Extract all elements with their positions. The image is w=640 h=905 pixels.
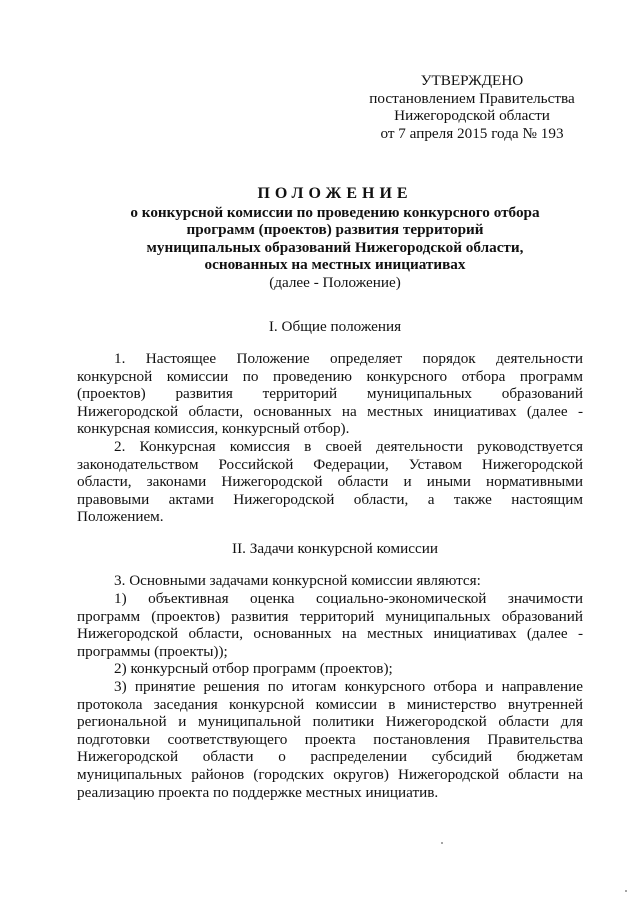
section-heading-1: I. Общие положения: [268, 318, 402, 335]
paragraph-1: [77, 350, 583, 438]
title-note: (далее - Положение): [269, 273, 401, 291]
text-line: 1. Настоящее Положение определяет порядок деятельности: [114, 350, 583, 367]
text-line: (проектов) развития территорий муниципальных образований: [77, 385, 583, 403]
text-line: конкурсная комиссия, конкурсный отбор).: [77, 420, 350, 438]
text-line: подготовки соответствующего проекта постановления Правительства: [77, 730, 583, 748]
text-line: реализацию проекта по поддержке местных инициатив.: [77, 783, 439, 801]
text-line: законодательством Российской Федерации, Уставом Нижегородской: [77, 455, 583, 473]
approval-line: от 7 апреля 2015 года № 193: [380, 124, 564, 142]
title-main: ПОЛОЖЕНИЕ: [257, 185, 413, 202]
approval-line: постановлением Правительства: [369, 89, 575, 107]
approval-line: Нижегородской области: [394, 107, 550, 125]
scan-speck: [441, 842, 443, 844]
text-line: муниципальных районов (городских округов) Нижегородской области на: [77, 765, 583, 783]
text-line: 1) объективная оценка социально-экономической значимости: [114, 590, 583, 607]
title-line: о конкурсной комиссии по проведению конкурсного отбора: [130, 203, 540, 221]
title-line: основанных на местных инициативах: [204, 256, 466, 274]
text-line: Положением.: [77, 508, 164, 526]
text-line: протокола заседания конкурсной комиссии в министерство внутренней: [77, 695, 583, 713]
text-line: Нижегородской области о распределении субсидий бюджетам: [77, 748, 583, 766]
text-line: Нижегородской области, основанных на местных инициативах (далее -: [77, 402, 583, 420]
list-item-2: [77, 660, 583, 678]
text-line: Нижегородской области, основанных на местных инициативах (далее -: [77, 625, 583, 643]
text-line: 2) конкурсный отбор программ (проектов);: [114, 660, 393, 677]
title-line: муниципальных образований Нижегородской области,: [146, 238, 524, 256]
list-item-3: [77, 678, 583, 801]
text-line: 3) принятие решения по итогам конкурсного отбора и направление: [114, 678, 583, 695]
section-heading-2: II. Задачи конкурсной комиссии: [232, 540, 438, 557]
text-line: 3. Основными задачами конкурсной комиссии являются:: [114, 572, 481, 589]
title-line: программ (проектов) развития территорий: [186, 221, 484, 239]
scan-speck: [625, 890, 627, 892]
text-line: региональной и муниципальной политики Нижегородской области для: [77, 713, 583, 731]
approval-line: УТВЕРЖДЕНО: [420, 72, 524, 89]
text-line: программы (проекты));: [77, 642, 228, 660]
text-line: 2. Конкурсная комиссия в своей деятельности руководствуется: [114, 438, 583, 455]
approval-stamp: [362, 72, 582, 142]
list-item-1: [77, 590, 583, 660]
paragraph-3: [77, 572, 583, 590]
text-line: конкурсной комиссии по проведению конкурсного отбора программ: [77, 367, 583, 385]
text-line: правовыми актами Нижегородской области, а также настоящим: [77, 490, 583, 508]
text-line: области, законами Нижегородской области и иными нормативными: [77, 473, 583, 491]
paragraph-2: [77, 438, 583, 526]
text-line: программ (проектов) развития территорий муниципальных образований: [77, 607, 583, 625]
document-title: [80, 185, 590, 292]
